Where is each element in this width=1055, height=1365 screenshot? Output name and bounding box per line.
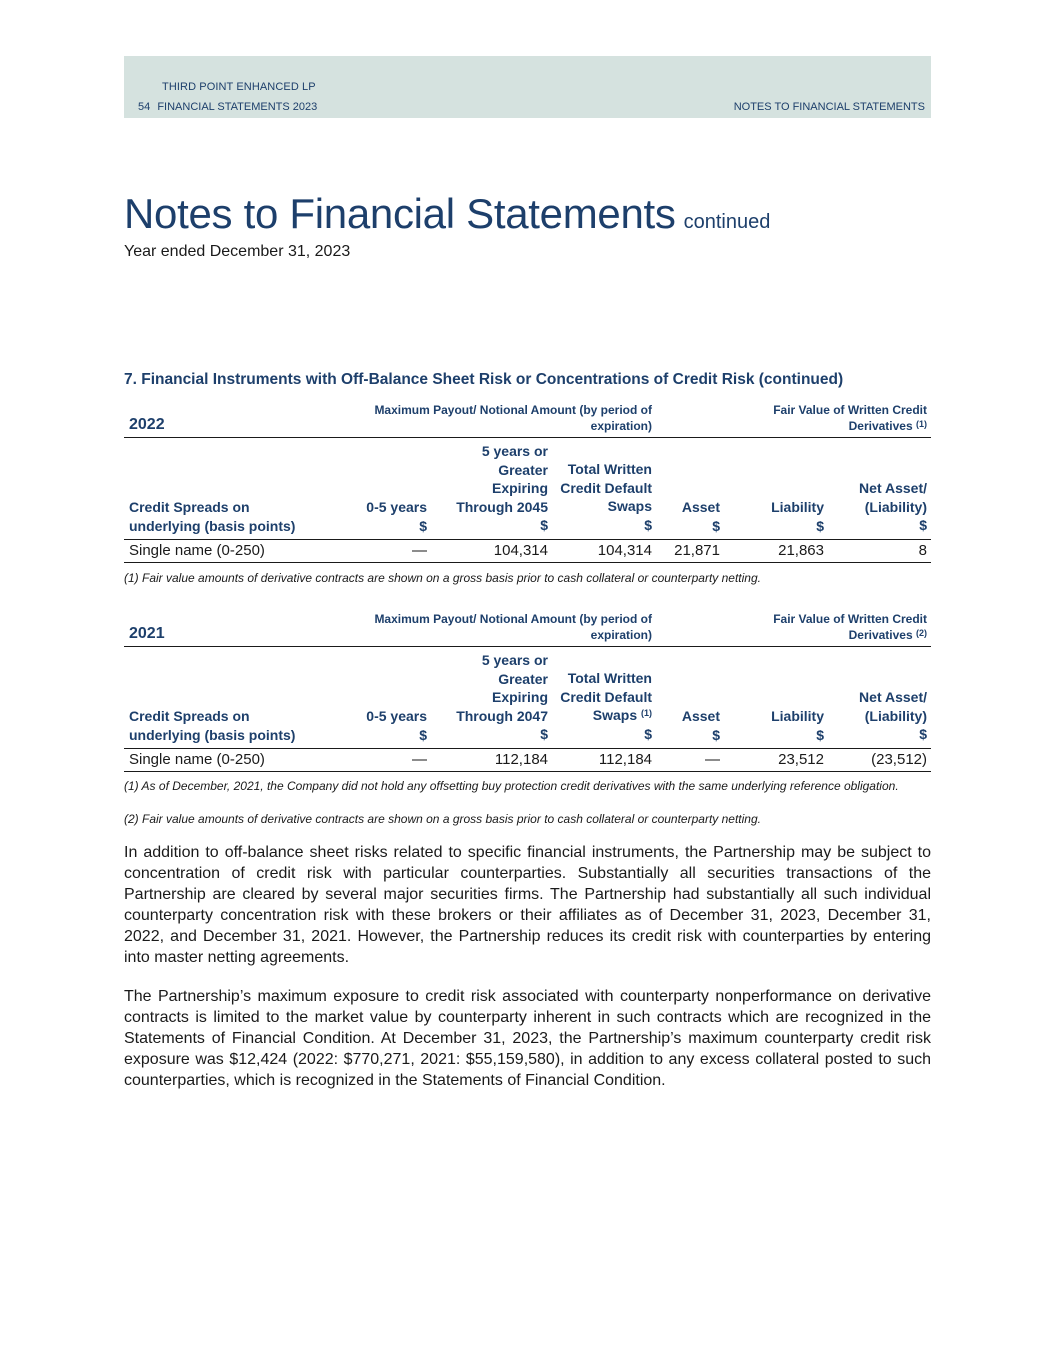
col-liability xyxy=(744,498,824,535)
table-footnote: (1) Fair value amounts of derivative contracts are shown on a gross basis prior to cash collateral or counterparty netting. xyxy=(124,571,761,585)
col-liability xyxy=(744,707,824,744)
currency-label: $ xyxy=(419,726,427,743)
row-rule xyxy=(124,539,931,540)
col-total-written-label xyxy=(552,669,652,725)
table-year: 2022 xyxy=(129,416,165,433)
row-rule xyxy=(124,748,931,749)
cell-total-written: 104,314 xyxy=(597,542,652,559)
col-liability-label: Liability xyxy=(771,499,824,515)
group-header-fair-value xyxy=(724,402,927,434)
col-net xyxy=(834,479,927,535)
currency-label: $ xyxy=(540,726,548,743)
currency-label: $ xyxy=(644,516,652,533)
company-name: THIRD POINT ENHANCED LP xyxy=(162,81,316,93)
header-rule xyxy=(124,646,931,647)
title-main: Notes to Financial Statements xyxy=(124,190,676,237)
currency-label: $ xyxy=(712,517,720,534)
col-5plus-years xyxy=(442,651,548,744)
cell-liability: 21,863 xyxy=(778,542,824,559)
row-label: Single name (0-250) xyxy=(129,542,265,559)
cell-5plus-years: 104,314 xyxy=(493,542,548,559)
document-title: FINANCIAL STATEMENTS 2023 xyxy=(157,101,318,113)
table-bottom-rule xyxy=(124,562,931,563)
col-net-label: Net Asset/ (Liability) xyxy=(859,480,927,515)
table-footnote: (1) As of December, 2021, the Company did not hold any offsetting buy protection credit derivatives with the same underlying reference obligation. xyxy=(124,779,899,793)
currency-label: $ xyxy=(419,517,427,534)
body-paragraph: The Partnership’s maximum exposure to credit risk associated with counterparty nonperformance on derivative contracts is limited to the market value by counterparty inherent in such contracts which are recognized in the Statements of Financial Condition. At December 31, 2023, the Partnership’s maximum counterparty credit risk exposure was $12,424 (2022: $770,271, 2021: $55,159,580), in addition to any excess collateral posted to such counterparties, which is recognized in the Statements of Financial Condition. xyxy=(124,988,931,1089)
cell-5plus-years: 112,184 xyxy=(494,751,548,768)
cell-net: (23,512) xyxy=(871,751,927,768)
currency-label: $ xyxy=(712,726,720,743)
footnote-ref: (2) xyxy=(916,628,927,638)
col-0-5-years xyxy=(349,707,427,744)
currency-label: $ xyxy=(816,726,824,743)
col-total-written xyxy=(552,669,652,743)
col-total-written xyxy=(552,460,652,534)
page-header xyxy=(124,56,931,118)
page-title xyxy=(124,190,770,238)
col-0-5-years-label: 0-5 years xyxy=(366,499,427,515)
title-continued: continued xyxy=(683,211,771,233)
cell-0-5-years: — xyxy=(412,751,427,768)
col-liability-label: Liability xyxy=(771,708,824,724)
body-paragraph: In addition to off-balance sheet risks related to specific financial instruments, the Partnership may be subject to concentration of credit risk with particular counterparties. Substantially all securities transactions of the Partnership are cleared by several major securities firms. The Partnership had substantially all such individual counterparty concentration risk with these brokers or their affiliates as of December 31, 2023, December 31, 2022, and December 31, 2021. However, the Partnership reduces its credit risk with counterparties by entering into master netting agreements. xyxy=(124,844,931,966)
col-total-written-text: Total Written Credit Default Swaps xyxy=(560,461,652,515)
col-asset xyxy=(664,498,720,535)
col-5plus-years xyxy=(442,442,548,535)
col-total-written-label xyxy=(552,460,652,516)
table-2021 xyxy=(124,609,931,777)
currency-label: $ xyxy=(540,517,548,534)
col-net xyxy=(834,688,927,744)
footnote-ref: (1) xyxy=(641,708,652,719)
cell-asset: 21,871 xyxy=(674,542,720,559)
col-5plus-years-label: 5 years or Greater Expiring Through 2047 xyxy=(456,652,548,724)
cell-net: 8 xyxy=(918,542,927,559)
table-2022 xyxy=(124,400,931,568)
page-number: 54 xyxy=(138,101,151,113)
col-0-5-years-label: 0-5 years xyxy=(366,708,427,724)
col-0-5-years xyxy=(349,498,427,535)
col-5plus-years-label: 5 years or Greater Expiring Through 2045 xyxy=(456,443,548,515)
group-header-fair-value xyxy=(724,611,927,643)
group-header-fair-value-text: Fair Value of Written Credit Derivatives xyxy=(773,403,927,433)
section-label: NOTES TO FINANCIAL STATEMENTS xyxy=(733,101,925,113)
section-heading: 7. Financial Instruments with Off-Balance Sheet Risk or Concentrations of Credit Risk (continued) xyxy=(124,371,844,388)
page-info xyxy=(138,101,317,113)
group-header-notional: Maximum Payout/ Notional Amount (by period of expiration) xyxy=(374,612,652,642)
page-subtitle: Year ended December 31, 2023 xyxy=(124,243,351,260)
cell-total-written: 112,184 xyxy=(598,751,652,768)
group-header-fair-value-text: Fair Value of Written Credit Derivatives xyxy=(773,612,927,642)
currency-label: $ xyxy=(816,517,824,534)
currency-label: $ xyxy=(644,725,652,742)
col-credit-spreads: Credit Spreads on underlying (basis points) xyxy=(129,708,296,743)
table-bottom-rule xyxy=(124,771,931,772)
group-header-notional: Maximum Payout/ Notional Amount (by period of expiration) xyxy=(374,403,652,433)
cell-liability: 23,512 xyxy=(778,751,824,768)
table-year: 2021 xyxy=(129,625,165,642)
table-footnote: (2) Fair value amounts of derivative contracts are shown on a gross basis prior to cash collateral or counterparty netting. xyxy=(124,812,761,826)
col-asset-label: Asset xyxy=(681,499,720,515)
col-asset xyxy=(664,707,720,744)
col-asset-label: Asset xyxy=(681,708,720,724)
currency-label: $ xyxy=(919,517,927,534)
currency-label: $ xyxy=(919,726,927,743)
header-rule xyxy=(124,437,931,438)
col-total-written-text: Total Written Credit Default Swaps xyxy=(560,670,652,724)
footnote-ref: (1) xyxy=(916,419,927,429)
cell-0-5-years: — xyxy=(412,542,427,559)
row-label: Single name (0-250) xyxy=(129,751,265,768)
col-net-label: Net Asset/ (Liability) xyxy=(859,689,927,724)
col-credit-spreads: Credit Spreads on underlying (basis points) xyxy=(129,499,296,534)
cell-asset: — xyxy=(705,751,720,768)
